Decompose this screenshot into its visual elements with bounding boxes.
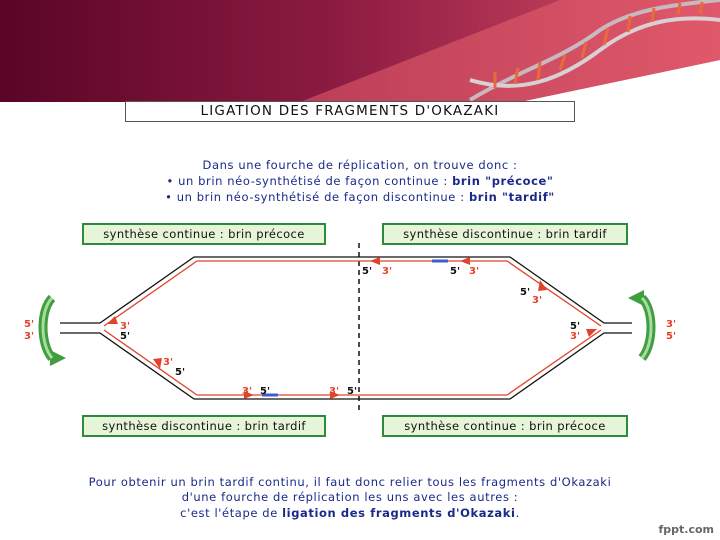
label-top-diag-5: 5' [520, 287, 531, 298]
label-bot-frag-3: 3' [242, 386, 253, 397]
page-title: LIGATION DES FRAGMENTS D'OKAZAKI [125, 101, 575, 122]
intro-line-2-text: • un brin néo-synthétisé de façon continue : [166, 174, 453, 188]
label-bot-center-3: 3' [329, 386, 340, 397]
replication-fork-diagram [0, 240, 720, 410]
label-right-inner-bottom: 3' [570, 331, 581, 342]
arrow-top-center [370, 257, 380, 265]
outro-line-3-bold: ligation des fragments d'Okazaki [282, 506, 516, 520]
arrow-top-frag [460, 257, 470, 265]
outro-line-3-suffix: . [515, 506, 520, 520]
intro-line-3-bold: brin "tardif" [468, 190, 555, 204]
label-top-frag-5: 5' [450, 266, 461, 277]
box-bottom-right: synthèse continue : brin précoce [382, 415, 628, 437]
box-bottom-left: synthèse discontinue : brin tardif [82, 415, 326, 437]
outro-line-1: Pour obtenir un brin tardif continu, il faut donc relier tous les fragments d'Okazaki [88, 475, 612, 489]
label-left-inner-bottom: 5' [120, 331, 131, 342]
label-right-outer-top: 3' [666, 319, 677, 330]
label-top-frag-3: 3' [469, 266, 480, 277]
header-banner [0, 0, 720, 102]
box-top-right: synthèse discontinue : brin tardif [382, 223, 628, 245]
label-top-center-5: 5' [362, 266, 373, 277]
intro-line-2-bold: brin "précoce" [452, 174, 554, 188]
template-strands [60, 257, 632, 399]
outro-line-3 [0, 506, 700, 520]
label-bot-center-5: 5' [347, 386, 358, 397]
label-left-outer-top: 5' [24, 319, 35, 330]
label-bot-diag-5: 5' [175, 367, 186, 378]
outro-line-2: d'une fourche de réplication les uns avec les autres : [181, 490, 519, 504]
box-top-left: synthèse continue : brin précoce [82, 223, 326, 245]
intro-line-3-text: • un brin néo-synthétisé de façon discontinue : [165, 190, 469, 204]
label-left-inner-top: 3' [120, 321, 131, 332]
intro-line-1: Dans une fourche de réplication, on trouve donc : [202, 158, 518, 172]
intro-line-2 [0, 174, 720, 188]
left-rotation-arrow-icon [43, 298, 66, 366]
label-top-center-3: 3' [382, 266, 393, 277]
label-top-diag-3: 3' [532, 295, 543, 306]
label-left-outer-bottom: 3' [24, 331, 35, 342]
outro-line-3-text: c'est l'étape de [180, 506, 283, 520]
label-right-inner-top: 5' [570, 321, 581, 332]
label-right-outer-bottom: 5' [666, 331, 677, 342]
label-bot-diag-3: 3' [163, 357, 174, 368]
right-rotation-arrow-icon [628, 290, 651, 358]
watermark: fppt.com [658, 523, 714, 536]
label-bot-frag-5: 5' [260, 386, 271, 397]
intro-line-3 [0, 190, 720, 204]
